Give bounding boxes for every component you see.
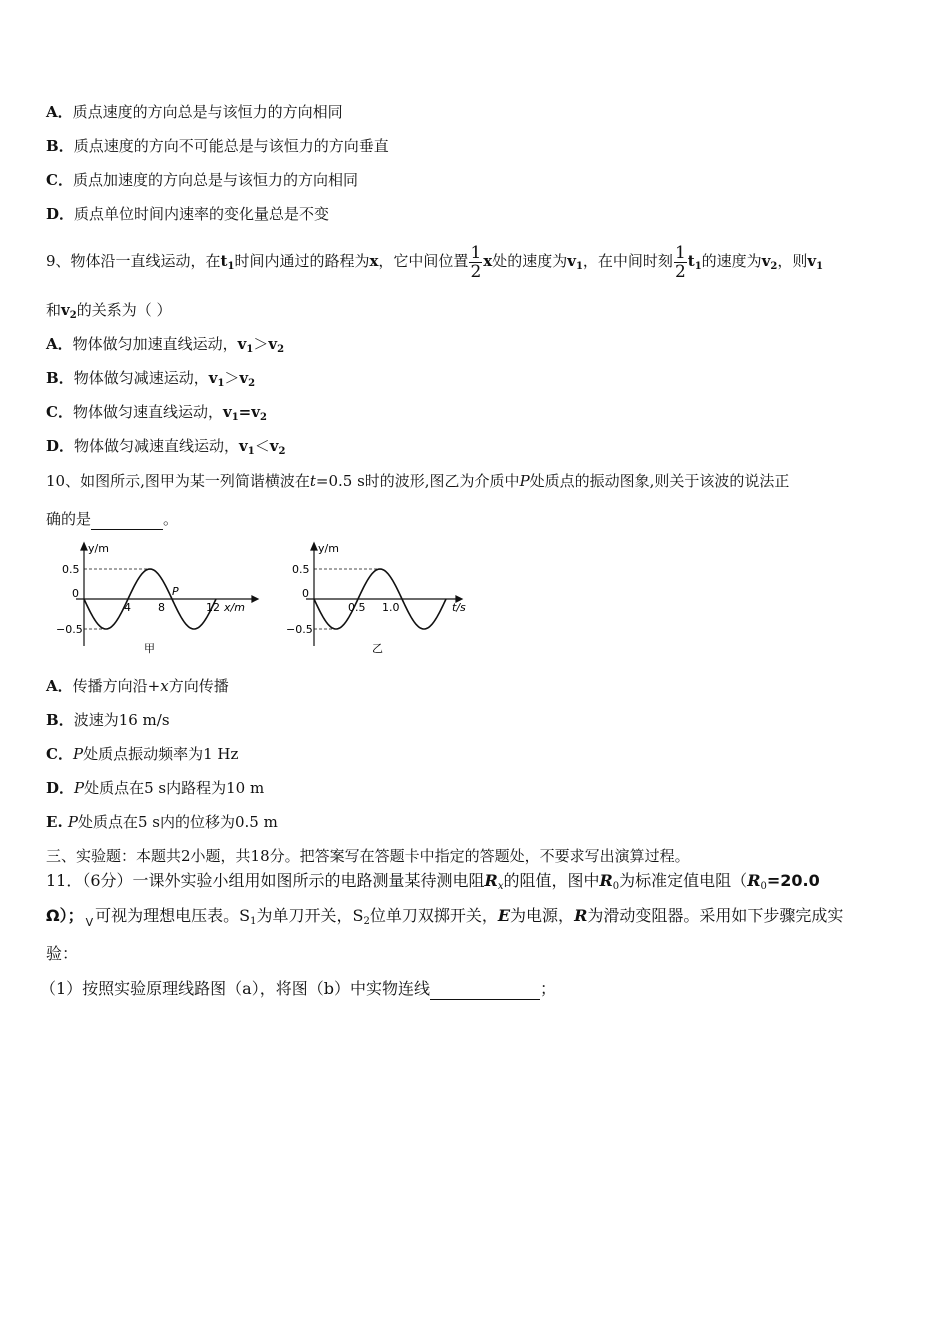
q9-option-d: D．物体做匀减速直线运动，$v_1<v_2$ [46,437,286,457]
q9-option-c: C．物体做匀速直线运动，$v_1=v_2$ [46,403,267,423]
graph-title-yi: 乙 [372,642,383,655]
q8-option-c: C．质点加速度的方向总是与该恒力的方向相同 [46,171,358,189]
x-tick-8: 8 [158,601,165,614]
fraction-half: $\frac{1}{2}$ [470,242,482,282]
y-tick-0.5: 0.5 [292,563,310,576]
y-axis-label: y/m [88,542,109,555]
q9-option-b: B．物体做匀减速运动，$v_1>v_2$ [46,369,256,389]
y-tick-0: 0 [72,587,79,600]
y-tick-0: 0 [302,587,309,600]
y-tick-0.5: 0.5 [62,563,80,576]
y-axis-arrow [311,543,317,550]
q11-line3: 验： [46,944,79,963]
section-3-heading: 三、实验题：本题共2小题，共18分。把答案写在答题卡中指定的答题处，不要求写出演算过程。 [46,847,690,865]
q10-option-a: A．传播方向沿+x方向传播 [46,677,229,695]
wave-graph-jia [56,538,266,658]
x-axis-label: t/s [452,601,466,614]
q9-stem-line1: 9、物体沿一直线运动，在$t_1$时间内通过的路程为x，它中间位置 $\frac{1}{2}$ x处的速度为$v_1$，在中间时刻 $\frac{1}{2}$ $t_1$的速度为$v_2$，则$v_1$ [46,242,824,282]
x-axis-arrow [252,596,258,602]
x-axis-label: x/m [224,601,245,614]
x-tick-4: 4 [124,601,131,614]
q8-option-b: B．质点速度的方向不可能总是与该恒力的方向垂直 [46,137,389,155]
vibration-graph-yi [286,538,486,658]
q10-stem-line1: 10、如图所示,图甲为某一列简谐横波在t=0.5 s时的波形,图乙为介质中P处质点的振动图象,则关于该波的说法正 [46,472,790,490]
answer-blank [91,509,163,530]
q8-option-a: A．质点速度的方向总是与该恒力的方向相同 [46,103,343,121]
fraction-half: $\frac{1}{2}$ [674,242,686,282]
point-p-label: P [172,585,179,598]
q8-option-d: D．质点单位时间内速率的变化量总是不变 [46,205,330,223]
q9-option-a: A．物体做匀加速直线运动，$v_1>v_2$ [46,335,285,355]
q11-line2: Ω）； $_V$ 可视为理想电压表。$S_1$为单刀开关，$S_2$位单刀双掷开关，E为电源，R为滑动变阻器。采用如下步骤完成实 [46,906,844,929]
q9-stem-line2: 和$v_2$的关系为（ ） [46,301,172,321]
answer-blank [430,979,540,1000]
q10-option-b: B．波速为16 m/s [46,711,170,729]
q10-option-c: C．P处质点振动频率为1 Hz [46,745,239,763]
y-axis-arrow [81,543,87,550]
x-tick-0.5: 0.5 [348,601,366,614]
q10-option-d: D．P处质点在5 s内路程为10 m [46,779,265,797]
graph-title-jia: 甲 [144,642,155,655]
q10-option-e: E. P处质点在5 s内的位移为0.5 m [46,813,278,831]
y-tick-neg0.5: −0.5 [286,623,313,636]
q11-part1: （1）按照实验原理线路图（a），将图（b）中实物连线 ； [40,979,556,998]
y-tick-neg0.5: −0.5 [56,623,83,636]
voltmeter-icon: V [85,916,94,929]
y-axis-label: y/m [318,542,339,555]
q10-stem-line2: 确的是 。 [46,510,179,528]
x-tick-1.0: 1.0 [382,601,400,614]
x-tick-12: 12 [206,601,220,614]
q11-line1: 11．（6分）一课外实验小组用如图所示的电路测量某待测电阻$R_x$的阻值，图中$R_0$为标准定值电阻（$R_0=20.0$ [46,871,820,892]
